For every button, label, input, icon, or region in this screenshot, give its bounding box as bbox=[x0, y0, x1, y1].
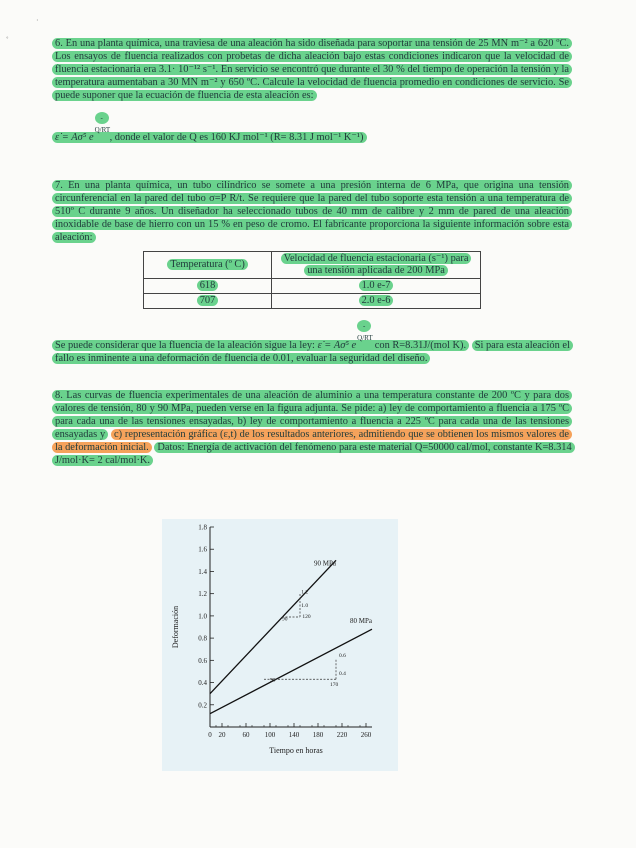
problem-7-ending: Si para esta aleación el fallo es inminente a una deformación de fluencia de 0.01, evaluar la seguridad del diseño. bbox=[52, 340, 573, 364]
chart-annotation: 0.6 bbox=[339, 653, 346, 659]
problem-8-data: Datos: Energía de activación del fenómeno para este material Q=50000 cal/mol, constante K=8.314 J/mol·K= 2 cal/mol·K. bbox=[52, 442, 575, 466]
problem-6-formula-line bbox=[52, 112, 572, 145]
x-tick-label: 0 bbox=[208, 731, 212, 739]
y-tick-label: 0.2 bbox=[198, 701, 207, 710]
x-tick-label: 140 bbox=[288, 731, 300, 739]
x-tick-label: 20 bbox=[218, 731, 226, 739]
creep-chart bbox=[162, 519, 398, 771]
chart-annotation: 120 bbox=[302, 614, 311, 621]
creep-chart-svg bbox=[162, 519, 398, 771]
table-header-cell: Velocidad de fluencia estacionaria (s⁻¹) para una tensión aplicada de 200 MPa bbox=[272, 252, 481, 279]
series-label: 80 MPa bbox=[350, 617, 372, 626]
exponent-term: -Q/RT bbox=[94, 113, 111, 134]
table-header-row bbox=[144, 252, 481, 279]
x-axis-label: Tiempo en horas bbox=[269, 746, 323, 755]
problem-6-text: 6. En una planta química, una traviesa de una aleación ha sido diseñada para soportar una tensión de 25 MN m⁻² a 620 ºC. Los ensayos de fluencia realizados con probetas de dicha aleación bajo estas condiciones indicaron que la velocidad de fluencia estacionaria era 3.1· 10⁻¹² s⁻¹. En servicio se encontró que durante el 30 % del tiempo de operación la tensión y la temperatura aumentaban a 30 MN m⁻² y 650 ºC. Calcule la velocidad de fluencia promedio en condiciones de servicio. Se puede suponer que la ecuación de fluencia de esta aleación es: bbox=[52, 38, 572, 101]
problem-6 bbox=[52, 38, 572, 144]
table-cell: 1.0 e-7 bbox=[272, 279, 481, 294]
x-tick-label: 60 bbox=[242, 731, 250, 739]
y-tick-label: 0.8 bbox=[198, 634, 207, 643]
chart-annotation: 90 bbox=[270, 677, 276, 684]
problem-7-law bbox=[52, 320, 572, 366]
y-axis-label: Deformación bbox=[171, 605, 180, 649]
creep-velocity-table bbox=[143, 251, 481, 309]
x-tick-label: 260 bbox=[360, 731, 372, 739]
chart-annotation: 90 bbox=[282, 616, 288, 623]
series-line-90mpa bbox=[210, 560, 336, 693]
x-tick-label: 100 bbox=[264, 731, 276, 739]
chart-annotation: 1.2 bbox=[301, 589, 309, 596]
y-tick-label: 0.4 bbox=[198, 679, 207, 688]
x-tick-label: 220 bbox=[336, 731, 348, 739]
problem-6-formula-rest: , donde el valor de Q es 160 KJ mol⁻¹ (R= 8.31 J mol⁻¹ K⁻¹) bbox=[109, 131, 364, 143]
chart-annotation: 170 bbox=[330, 681, 339, 688]
problem-7 bbox=[52, 180, 572, 245]
table-header-cell: Temperatura (º C) bbox=[144, 252, 272, 279]
series-line-80mpa bbox=[210, 629, 372, 713]
y-tick-label: 1.6 bbox=[198, 545, 207, 554]
y-tick-label: 1.8 bbox=[198, 523, 207, 532]
creep-law-formula: ε̇ = Aσ⁵ e bbox=[317, 340, 357, 351]
x-tick-label: 180 bbox=[312, 731, 324, 739]
y-tick-label: 0.6 bbox=[198, 656, 207, 665]
table-cell: 2.0 e-6 bbox=[272, 294, 481, 309]
problem-8 bbox=[52, 390, 572, 467]
exponent-term: -Q/RT bbox=[357, 322, 373, 342]
creep-equation: ε̇ = Aσ⁵ e bbox=[55, 131, 94, 143]
problem-6-formula bbox=[52, 113, 367, 143]
chart-annotation: 0.4 bbox=[339, 670, 346, 677]
problem-7-law-text: Se puede considerar que la fluencia de la aleación sigue la ley: ε̇ = Aσ⁵ e-Q/RT con R=8.31J/(mol K). bbox=[52, 340, 469, 351]
y-tick-label: 1.0 bbox=[198, 612, 207, 621]
problem-8-highlight-orange: c) representación gráfica (ε,t) de los resultados anteriores, admitiendo que se obtienen los mismos valores de la deformación inicial. bbox=[52, 429, 572, 453]
table-cell: 707 bbox=[144, 294, 272, 309]
table-row bbox=[144, 294, 481, 309]
scan-mark: · bbox=[36, 16, 39, 25]
problem-8-text: 8. Las curvas de fluencia experimentales de una aleación de aluminio a una temperatura constante de 200 ºC y para dos valores de tensión, 80 y 90 MPa, pueden verse en la figura adjunta. Se pide: a) ley de comportamiento a fluencia a 175 ºC para cada una de las tensiones ensayadas, b) ley de comportamiento a fluencia a 225 ºC para cada una de las tensiones ensayadas y bbox=[52, 390, 572, 440]
series-label: 90 MPa bbox=[314, 559, 336, 568]
table-cell: 618 bbox=[144, 279, 272, 294]
y-tick-label: 1.4 bbox=[198, 567, 207, 576]
table-row bbox=[144, 279, 481, 294]
y-tick-label: 1.2 bbox=[198, 590, 207, 599]
scan-mark: ˚ bbox=[6, 36, 9, 45]
chart-annotation: 1.0 bbox=[301, 603, 309, 609]
problem-7-text: 7. En una planta química, un tubo cilíndrico se somete a una presión interna de 6 MPa, que origina una tensión circunferencial en la pared del tubo σ=P R/t. Se requiere que la pared del tubo soporte esta tensión a una temperatura de 510º C durante 9 años. Un diseñador ha seleccionado tubos de 40 mm de calibre y 2 mm de pared de una aleación inoxidable de base de hierro con un 15 % en peso de cromo. El fabricante proporciona la siguiente información sobre esta aleación: bbox=[52, 180, 572, 243]
